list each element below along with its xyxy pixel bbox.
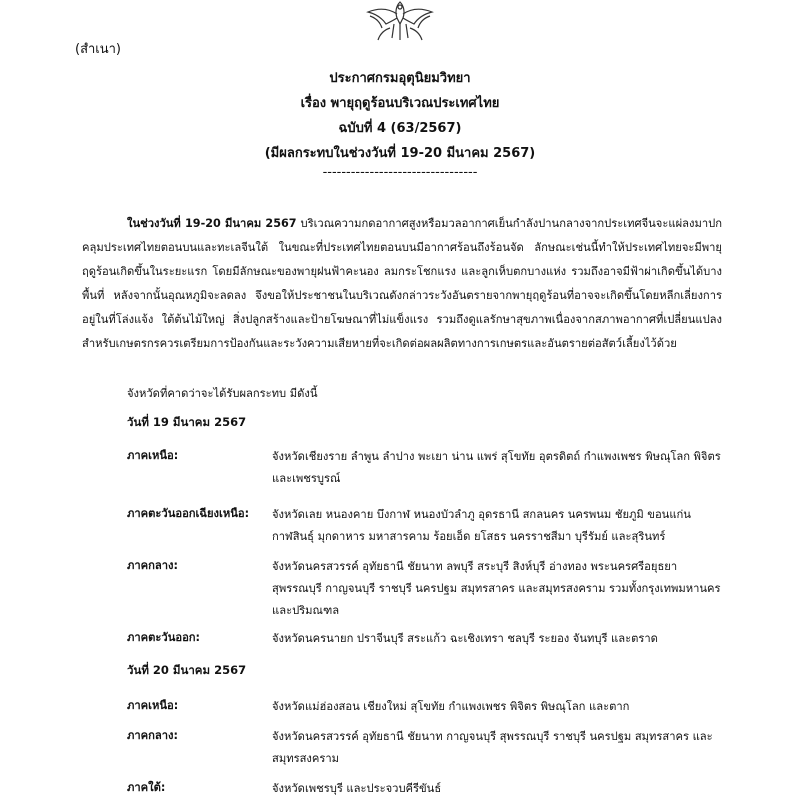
copy-label: (สำเนา) bbox=[75, 42, 122, 57]
region-provinces: จังหวัดแม่ฮ่องสอน เชียงใหม่ สุโขทัย กำแพงเพชร พิจิตร พิษณุโลก และตาก bbox=[272, 700, 630, 713]
garuda-emblem-icon bbox=[362, 0, 438, 42]
region-label: ภาคใต้: bbox=[127, 781, 166, 794]
region-label: ภาคกลาง: bbox=[127, 559, 178, 572]
region-label: ภาคตะวันออกเฉียงเหนือ: bbox=[127, 507, 250, 520]
region-provinces: จังหวัดนครสวรรค์ อุทัยธานี ชัยนาท ลพบุรี สระบุรี สิงห์บุรี อ่างทอง พระนครศรีอยุธยา สุพรรณบุรี กาญจนบุรี ราชบุรี นครปฐม สมุทรสาคร และสมุทรสงคราม รวมทั้งกรุงเทพมหานครและปริมณฑล bbox=[272, 560, 721, 617]
region-provinces: จังหวัดเพชรบุรี และประจวบคีรีขันธ์ bbox=[272, 782, 442, 795]
date-heading-day1: วันที่ 19 มีนาคม 2567 bbox=[127, 415, 247, 429]
date-heading-day2: วันที่ 20 มีนาคม 2567 bbox=[127, 663, 247, 677]
title-line-1: ประกาศกรมอุตุนิยมวิทยา bbox=[329, 71, 471, 86]
main-paragraph bbox=[82, 212, 722, 356]
title-line-3: ฉบับที่ 4 (63/2567) bbox=[338, 121, 462, 136]
region-label: ภาคตะวันออก: bbox=[127, 631, 201, 644]
paragraph-lead: ในช่วงวันที่ 19-20 มีนาคม 2567 bbox=[127, 217, 297, 230]
region-provinces: จังหวัดเลย หนองคาย บึงกาฬ หนองบัวลำภู อุดรธานี สกลนคร นครพนม ชัยภูมิ ขอนแก่น กาฬสินธุ์ มุกดาหาร มหาสารคาม ร้อยเอ็ด ยโสธร นครราชสีมา บุรีรัมย์ และสุรินทร์ bbox=[272, 508, 691, 543]
divider: --------------------------------- bbox=[322, 165, 478, 180]
affected-intro: จังหวัดที่คาดว่าจะได้รับผลกระทบ มีดังนี้ bbox=[127, 387, 318, 400]
title-line-2: เรื่อง พายุฤดูร้อนบริเวณประเทศไทย bbox=[300, 96, 500, 111]
announcement-header bbox=[0, 66, 800, 180]
region-provinces: จังหวัดนครนายก ปราจีนบุรี สระแก้ว ฉะเชิงเทรา ชลบุรี ระยอง จันทบุรี และตราด bbox=[272, 632, 658, 645]
region-provinces: จังหวัดนครสวรรค์ อุทัยธานี ชัยนาท กาญจนบุรี สุพรรณบุรี ราชบุรี นครปฐม สมุทรสาคร และสมุทรสงคราม bbox=[272, 730, 713, 765]
region-label: ภาคเหนือ: bbox=[127, 699, 179, 712]
region-label: ภาคเหนือ: bbox=[127, 449, 179, 462]
paragraph-body: บริเวณความกดอากาศสูงหรือมวลอากาศเย็นกำลังปานกลางจากประเทศจีนจะแผ่ลงมาปกคลุมประเทศไทยตอนบนและทะเลจีนใต้ ในขณะที่ประเทศไทยตอนบนมีอากาศร้อนถึงร้อนจัด ลักษณะเช่นนี้ทำให้ประเทศไทยจะมีพายุฤดูร้อนเกิดขึ้นในระยะแรก โดยมีลักษณะของพายุฝนฟ้าคะนอง ลมกระโชกแรง และลูกเห็บตกบางแห่ง รวมถึงอาจมีฟ้าผ่าเกิดขึ้นได้บางพื้นที่ หลังจากนั้นอุณหภูมิจะลดลง จึงขอให้ประชาชนในบริเวณดังกล่าวระวังอันตรายจากพายุฤดูร้อนที่อาจจะเกิดขึ้นโดยหลีกเลี่ยงการอยู่ในที่โล่งแจ้ง ใต้ต้นไม้ใหญ่ สิ่งปลูกสร้างและป้ายโฆษณาที่ไม่แข็งแรง รวมถึงดูแลรักษาสุขภาพเนื่องจากสภาพอากาศที่เปลี่ยนแปลง สำหรับเกษตรกรควรเตรียมการป้องกันและระวังความเสียหายที่จะเกิดต่อผลผลิตทางการเกษตรและอันตรายต่อสัตว์เลี้ยงไว้ด้วย bbox=[82, 217, 722, 350]
region-provinces: จังหวัดเชียงราย ลำพูน ลำปาง พะเยา น่าน แพร่ สุโขทัย อุตรดิตถ์ กำแพงเพชร พิษณุโลก พิจิตร และเพชรบูรณ์ bbox=[272, 450, 721, 485]
region-label: ภาคกลาง: bbox=[127, 729, 178, 742]
title-line-4: (มีผลกระทบในช่วงวันที่ 19-20 มีนาคม 2567) bbox=[264, 146, 536, 161]
